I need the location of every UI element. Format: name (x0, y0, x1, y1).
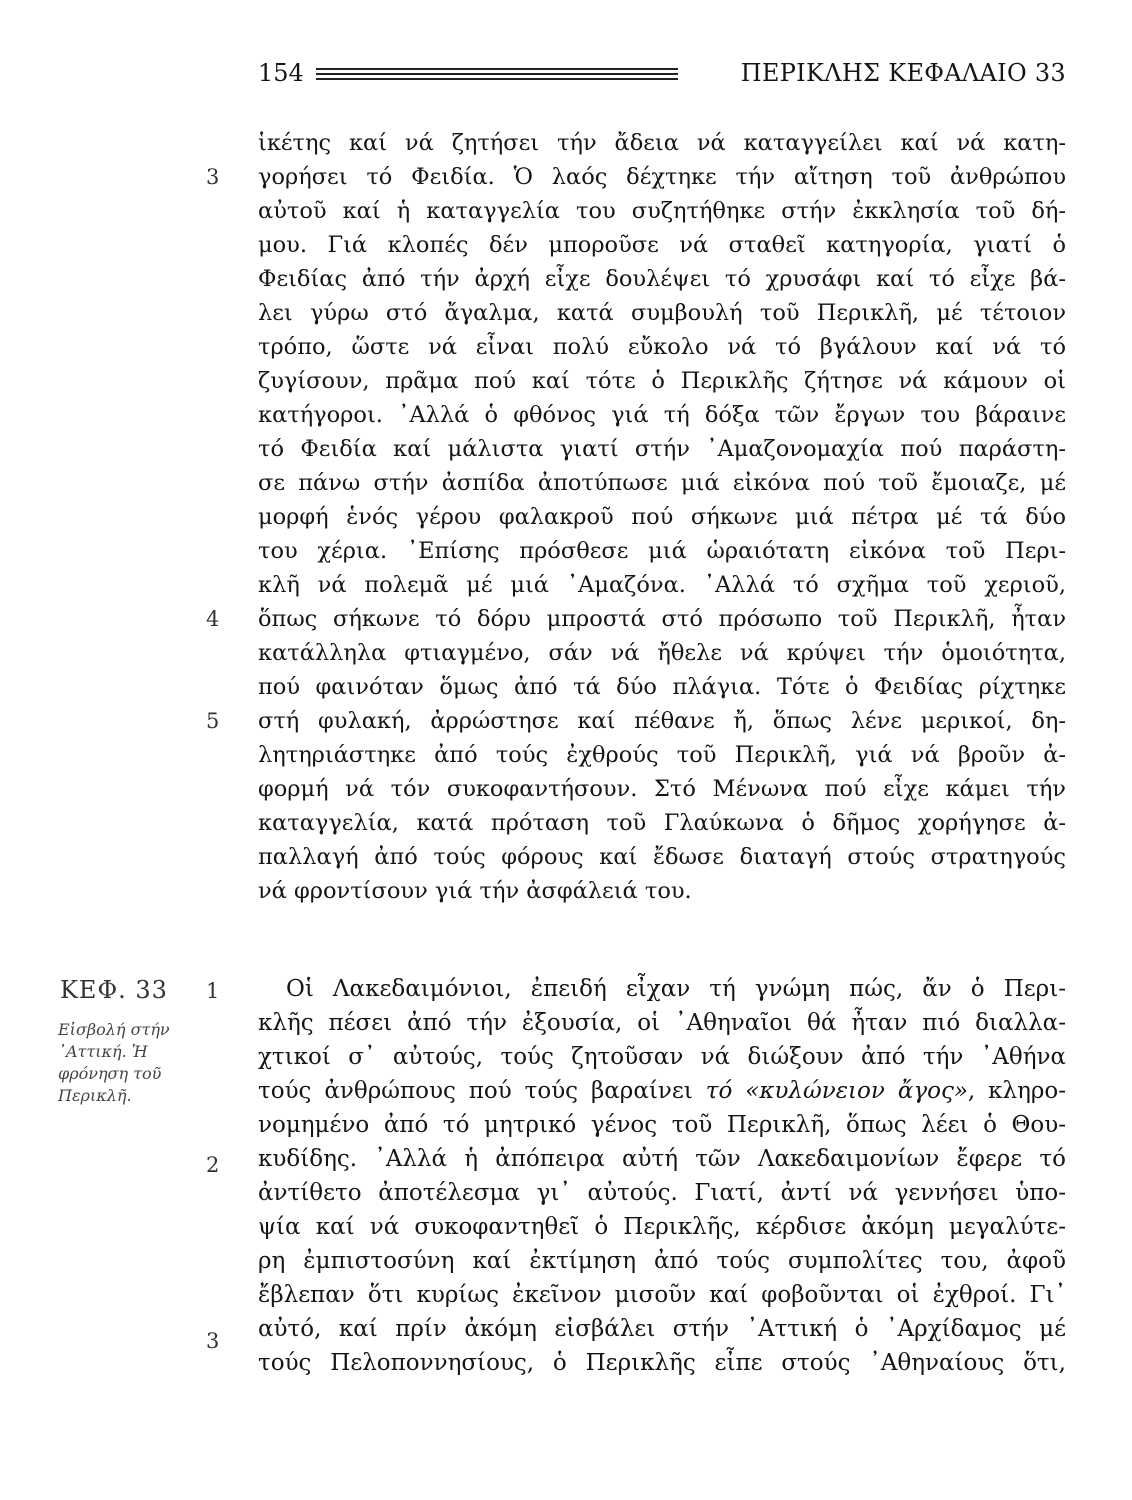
text-line: κατήγοροι. ᾿Αλλά ὁ φθόνος γιά τή δόξα τῶν ἔργων του βάραινε (258, 402, 1066, 428)
text-line: ὅπως σήκωνε τό δόρυ μπροστά στό πρόσωπο τοῦ Περικλῆ, ἦταν (258, 606, 1066, 632)
text-line-mixed (258, 1074, 1066, 1108)
text-line: κυδίδης. ᾿Αλλά ἡ ἀπόπειρα αὐτή τῶν Λακεδαιμονίων ἔφερε τό (258, 1146, 1066, 1172)
text-line: Φειδίας ἀπό τήν ἀρχή εἶχε δουλέψει τό χρυσάφι καί τό εἶχε βά- (258, 266, 1066, 292)
text-line: ζυγίσουν, πρᾶμα πού καί τότε ὁ Περικλῆς ζήτησε νά κάμουν οἱ (258, 368, 1066, 394)
text-line: φορμή νά τόν συκοφαντήσουν. Στό Μένωνα πού εἶχε κάμει τήν (258, 776, 1066, 802)
chapter-summary-line: Εἰσβολή στήν (58, 1020, 170, 1039)
margin-number: 3 (206, 1329, 220, 1353)
text-line: ρη ἐμπιστοσύνη καί ἐκτίμηση ἀπό τούς συμπολίτες του, ἀφοῦ (258, 1248, 1066, 1274)
chapter-summary-line: ᾿Αττική. Ἡ (58, 1042, 148, 1061)
text-line: παλλαγή ἀπό τούς φόρους καί ἔδωσε διαταγή στούς στρατηγούς (258, 844, 1066, 870)
text-line: νά φροντίσουν γιά τήν ἀσφάλειά του. (258, 878, 692, 904)
text-line: ἱκέτης καί νά ζητήσει τήν ἄδεια νά καταγγείλει καί νά κατη- (258, 130, 1066, 156)
header-rule (316, 73, 678, 75)
margin-number: 2 (206, 1153, 220, 1177)
text-line: νομημένο ἀπό τό μητρικό γένος τοῦ Περικλῆ, ὅπως λέει ὁ Θου- (258, 1112, 1066, 1138)
text-line: λει γύρω στό ἄγαλμα, κατά συμβουλή τοῦ Περικλῆ, μέ τέτοιον (258, 300, 1066, 326)
text-line: καταγγελία, κατά πρόταση τοῦ Γλαύκωνα ὁ δῆμος χορήγησε ἀ- (258, 810, 1066, 836)
text-line: μου. Γιά κλοπές δέν μποροῦσε νά σταθεῖ κατηγορία, γιατί ὁ (258, 232, 1066, 258)
text-line: τούς Πελοποννησίους, ὁ Περικλῆς εἶπε στούς ᾿Αθηναίους ὅτι, (258, 1350, 1066, 1376)
chapter-summary-line: Περικλῆ. (58, 1086, 132, 1105)
text-line: αὐτοῦ καί ἡ καταγγελία του συζητήθηκε στήν ἐκκλησία τοῦ δή- (258, 198, 1066, 224)
page-number: 154 (258, 59, 304, 87)
italic-phrase: τό «κυλώνειον ἄγος» (705, 1078, 968, 1104)
chapter-label: ΚΕΦ. 33 (60, 976, 168, 1004)
header-rule (316, 78, 678, 80)
text-line: γορήσει τό Φειδία. Ὁ λαός δέχτηκε τήν αἴτηση τοῦ ἀνθρώπου (258, 164, 1066, 190)
text-line: κλῆς πέσει ἀπό τήν ἐξουσία, οἱ ᾿Αθηναῖοι θά ἦταν πιό διαλλα- (258, 1010, 1066, 1036)
running-title: ΠΕΡΙΚΛΗΣ ΚΕΦΑΛΑΙΟ 33 (740, 59, 1066, 87)
margin-number: 5 (206, 709, 220, 733)
margin-number: 4 (206, 607, 220, 631)
margin-number: 1 (206, 979, 220, 1003)
text-line: τό Φειδία καί μάλιστα γιατί στήν ᾿Αμαζονομαχία πού παράστη- (258, 436, 1066, 462)
body-text-section-1 (258, 126, 1066, 908)
text-line: κλῆ νά πολεμᾶ μέ μιά ᾿Αμαζόνα. ᾿Αλλά τό σχῆμα τοῦ χεριοῦ, (258, 572, 1066, 598)
text-line: λητηριάστηκε ἀπό τούς ἐχθρούς τοῦ Περικλῆ, γιά νά βροῦν ἀ- (258, 742, 1066, 768)
text-line: μορφή ἑνός γέρου φαλακροῦ πού σήκωνε μιά πέτρα μέ τά δύο (258, 504, 1066, 530)
text-line: του χέρια. ᾿Επίσης πρόσθεσε μιά ὡραιότατη εἰκόνα τοῦ Περι- (258, 538, 1066, 564)
text-line: κατάλληλα φτιαγμένο, σάν νά ἤθελε νά κρύψει τήν ὁμοιότητα, (258, 640, 1066, 666)
page-header (258, 58, 1066, 92)
text-line: αὐτό, καί πρίν ἀκόμη εἰσβάλει στήν ᾿Αττική ὁ ᾿Αρχίδαμος μέ (258, 1316, 1066, 1342)
chapter-summary (58, 1019, 208, 1107)
text-span: , κληρο- (967, 1078, 1067, 1104)
text-line: ἀντίθετο ἀποτέλεσμα γι᾿ αὐτούς. Γιατί, ἀντί νά γεννήσει ὑπο- (258, 1180, 1066, 1206)
body-text-section-2 (258, 972, 1066, 1380)
text-line: πού φαινόταν ὅμως ἀπό τά δύο πλάγια. Τότε ὁ Φειδίας ρίχτηκε (258, 674, 1066, 700)
text-span: τούς ἀνθρώπους πού τούς βαραίνει (258, 1078, 693, 1104)
margin-number: 3 (206, 165, 220, 189)
text-line: Οἱ Λακεδαιμόνιοι, ἐπειδή εἶχαν τή γνώμη πώς, ἄν ὁ Περι- (286, 976, 1066, 1002)
text-line: ψία καί νά συκοφαντηθεῖ ὁ Περικλῆς, κέρδισε ἀκόμη μεγαλύτε- (258, 1214, 1066, 1240)
text-line: στή φυλακή, ἀρρώστησε καί πέθανε ἤ, ὅπως λένε μερικοί, δη- (258, 708, 1066, 734)
text-line: τρόπο, ὥστε νά εἶναι πολύ εὔκολο νά τό βγάλουν καί νά τό (258, 334, 1066, 360)
text-line: χτικοί σ᾿ αὐτούς, τούς ζητοῦσαν νά διώξουν ἀπό τήν ᾿Αθήνα (258, 1044, 1066, 1070)
header-rule (316, 68, 678, 70)
text-line: σε πάνω στήν ἀσπίδα ἀποτύπωσε μιά εἰκόνα πού τοῦ ἔμοιαζε, μέ (258, 470, 1066, 496)
text-line: ἔβλεπαν ὅτι κυρίως ἐκεῖνον μισοῦν καί φοβοῦνται οἱ ἐχθροί. Γι᾿ (258, 1282, 1066, 1308)
chapter-summary-line: φρόνηση τοῦ (58, 1064, 162, 1083)
